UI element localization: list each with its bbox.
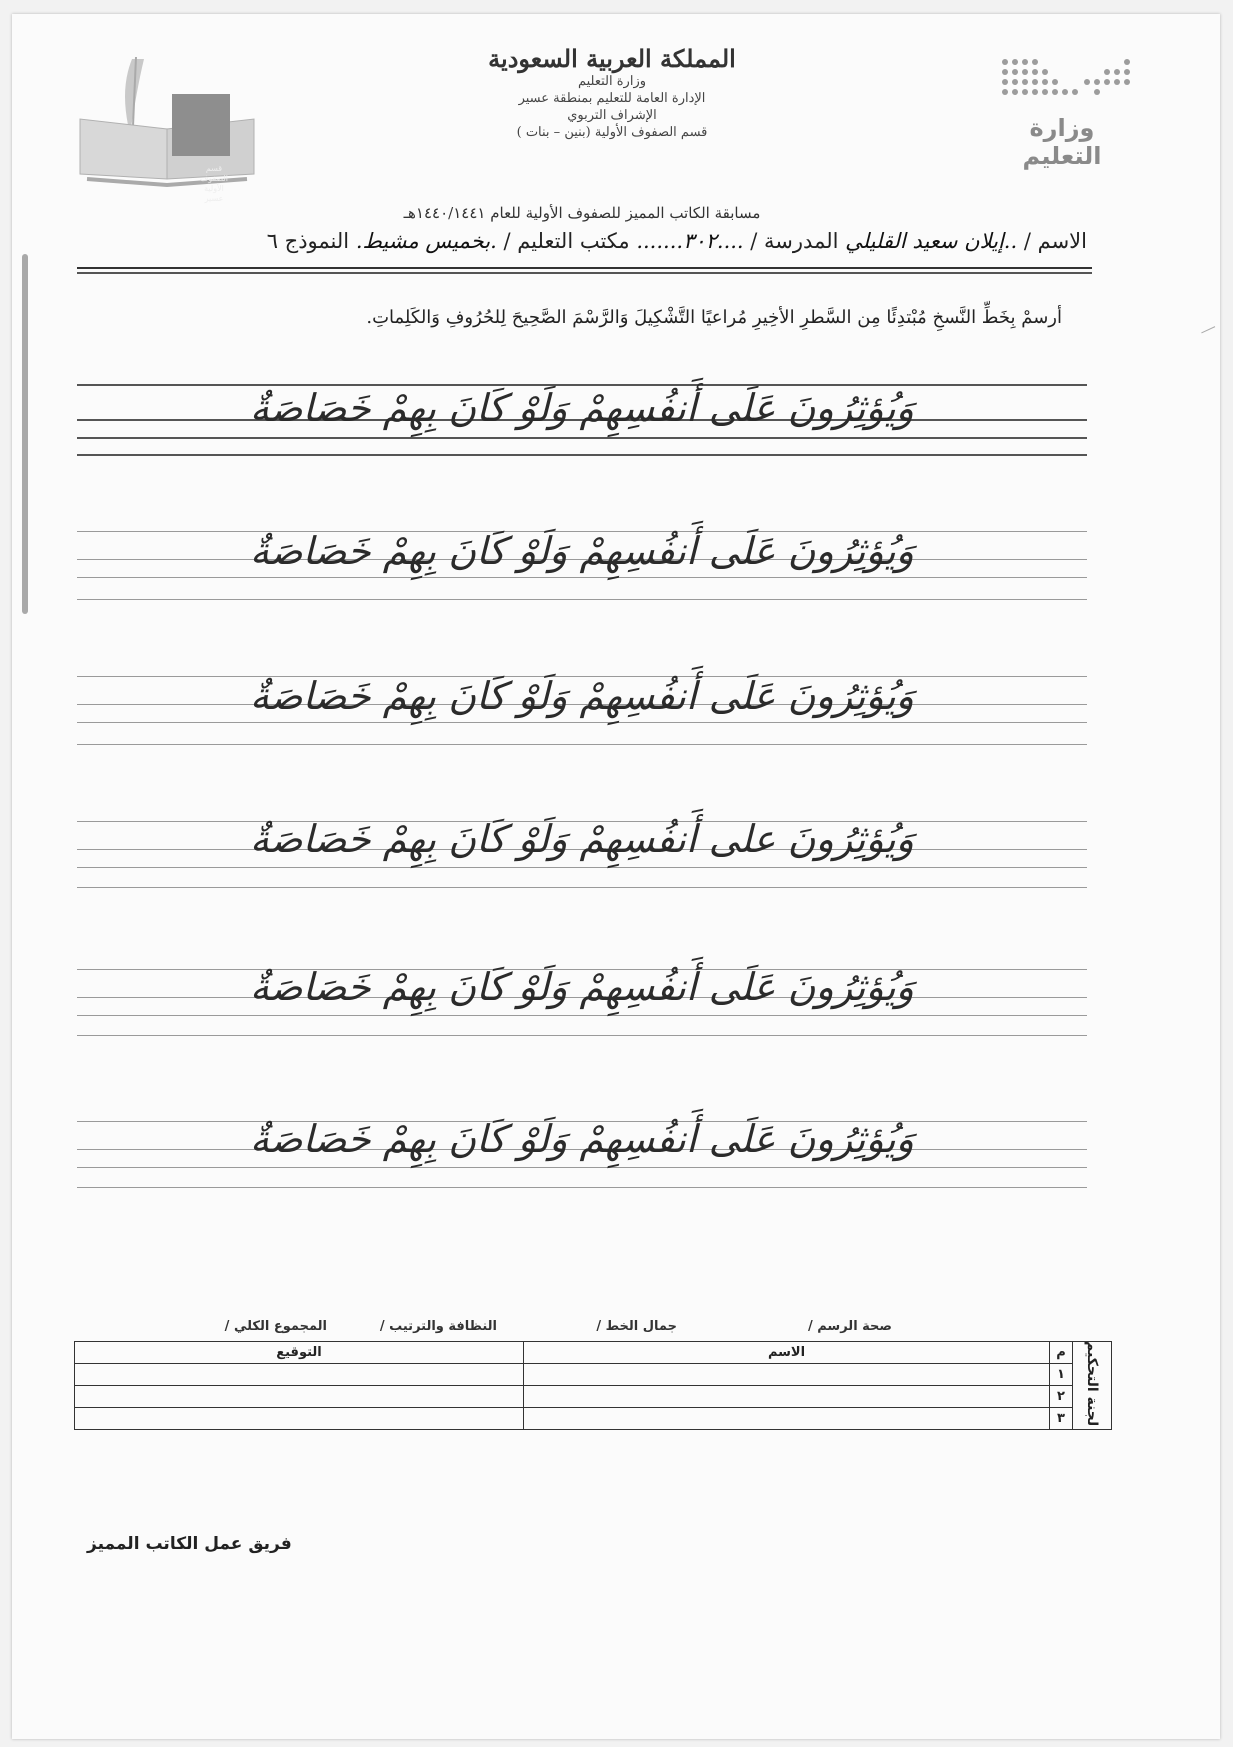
school-value[interactable]: ....٣٠٢....... <box>636 229 744 253</box>
score-labels <box>224 1319 972 1339</box>
edge-mark <box>1201 326 1218 339</box>
judge-name-cell[interactable] <box>524 1408 1050 1430</box>
signature-column-header: التوقيع <box>75 1342 524 1364</box>
guide-line <box>77 867 1087 868</box>
judge-signature-cell[interactable] <box>75 1364 524 1386</box>
writing-line[interactable] <box>77 664 1087 754</box>
ministry-logo <box>987 44 1147 170</box>
ministry-line: وزارة التعليم <box>577 74 647 89</box>
writing-line[interactable] <box>77 1109 1087 1199</box>
kingdom-title: المملكة العربية السعودية <box>488 44 736 73</box>
guide-line <box>77 1167 1087 1168</box>
model-label: النموذج ٦ <box>266 229 350 253</box>
header-rule <box>77 267 1092 269</box>
directorate-line: الإدارة العامة للتعليم بمنطقة عسير <box>518 91 706 106</box>
guide-line <box>77 454 1087 456</box>
handwritten-line: وَيُؤثِرُونَ عَلَى أَنفُسِهِمْ وَلَوْ كَانَ بِهِمْ خَصَاصَةٌ <box>250 529 914 573</box>
row-number: ١ <box>1050 1364 1073 1386</box>
name-column-header: الاسم <box>524 1342 1050 1364</box>
handwritten-line: وَيُؤثِرُونَ عَلَى أَنفُسِهِمْ وَلَوْ كَانَ بِهِمْ خَصَاصَةٌ <box>250 386 914 430</box>
writing-line[interactable] <box>77 959 1087 1049</box>
grades-department-logo <box>72 39 262 203</box>
handwritten-line: وَيُؤثِرُونَ عَلَى أَنفُسِهِمْ وَلَوْ كَانَ بِهِمْ خَصَاصَةٌ <box>250 965 914 1009</box>
guide-line <box>77 1035 1087 1036</box>
office-value[interactable]: .بخميس مشيط. <box>355 229 497 253</box>
scrollbar[interactable] <box>22 254 28 614</box>
name-label: الاسم / <box>1023 229 1087 253</box>
guide-line <box>77 437 1087 439</box>
writing-line[interactable] <box>77 364 1087 464</box>
committee-label: لجنة التحكيم <box>1084 1340 1100 1427</box>
judge-signature-cell[interactable] <box>75 1408 524 1430</box>
instruction-text: أرسمْ بِخَطِّ النَّسخِ مُبْتدِئًا مِن السَّطرِ الأخِيرِ مُراعيًا التَّشْكِيلَ وَالرَّسْمَ الصَّحِيحَ لِلحُرُوفِ وَالكَلِماتِ. <box>366 307 1062 328</box>
grades-logo-text: قسم الصفوف الأولية عسير <box>199 164 229 203</box>
writing-line[interactable] <box>77 519 1087 609</box>
ministry-logo-text: وزارة التعليم <box>1022 114 1102 170</box>
table-header-row <box>75 1342 1112 1364</box>
guide-line <box>77 577 1087 578</box>
drawing-accuracy-label: صحة الرسم / <box>807 1319 892 1334</box>
judge-name-cell[interactable] <box>524 1364 1050 1386</box>
writing-line[interactable] <box>77 809 1087 899</box>
number-column-header: م <box>1050 1342 1073 1364</box>
competition-title: مسابقة الكاتب المميز للصفوف الأولية للعام ١٤٤٠/١٤٤١هـ <box>403 204 761 222</box>
header-rule <box>77 272 1092 274</box>
handwritten-line: وَيُؤثِرُونَ على أَنفُسِهِمْ وَلَوْ كَانَ بِهِمْ خَصَاصَةٌ <box>250 817 914 861</box>
guide-line <box>77 599 1087 600</box>
document-page <box>12 14 1220 1739</box>
handwritten-line: وَيُؤثِرُونَ عَلَى أَنفُسِهِمْ وَلَوْ كَانَ بِهِمْ خَصَاصَةٌ <box>250 1117 914 1161</box>
handwritten-line: وَيُؤثِرُونَ عَلَى أَنفُسِهِمْ وَلَوْ كَانَ بِهِمْ خَصَاصَةٌ <box>250 674 914 718</box>
table-row <box>75 1408 1112 1430</box>
row-number: ٢ <box>1050 1386 1073 1408</box>
judge-signature-cell[interactable] <box>75 1386 524 1408</box>
supervision-line: الإشراف التربوي <box>567 108 657 123</box>
guide-line <box>77 1187 1087 1188</box>
judging-table <box>74 1341 1112 1430</box>
guide-line <box>77 744 1087 745</box>
handwriting-beauty-label: جمال الخط / <box>596 1319 677 1334</box>
guide-line <box>77 887 1087 888</box>
committee-cell <box>1073 1342 1112 1430</box>
student-info-row <box>87 229 1087 263</box>
office-label: مكتب التعليم / <box>503 229 630 253</box>
judge-name-cell[interactable] <box>524 1386 1050 1408</box>
name-value[interactable]: ..إيلان سعيد القليلي <box>845 229 1018 253</box>
school-label: المدرسة / <box>750 229 839 253</box>
header-block <box>462 44 762 141</box>
table-row <box>75 1364 1112 1386</box>
guide-line <box>77 1015 1087 1016</box>
team-credit: فريق عمل الكاتب المميز <box>87 1534 292 1554</box>
total-score-label: المجموع الكلي / <box>224 1319 327 1334</box>
row-number: ٣ <box>1050 1408 1073 1430</box>
dots-pattern-icon <box>997 54 1137 104</box>
department-line: قسم الصفوف الأولية (بنين – بنات ) <box>516 125 708 140</box>
table-row <box>75 1386 1112 1408</box>
guide-line <box>77 722 1087 723</box>
cleanliness-label: النظافة والترتيب / <box>379 1319 497 1334</box>
